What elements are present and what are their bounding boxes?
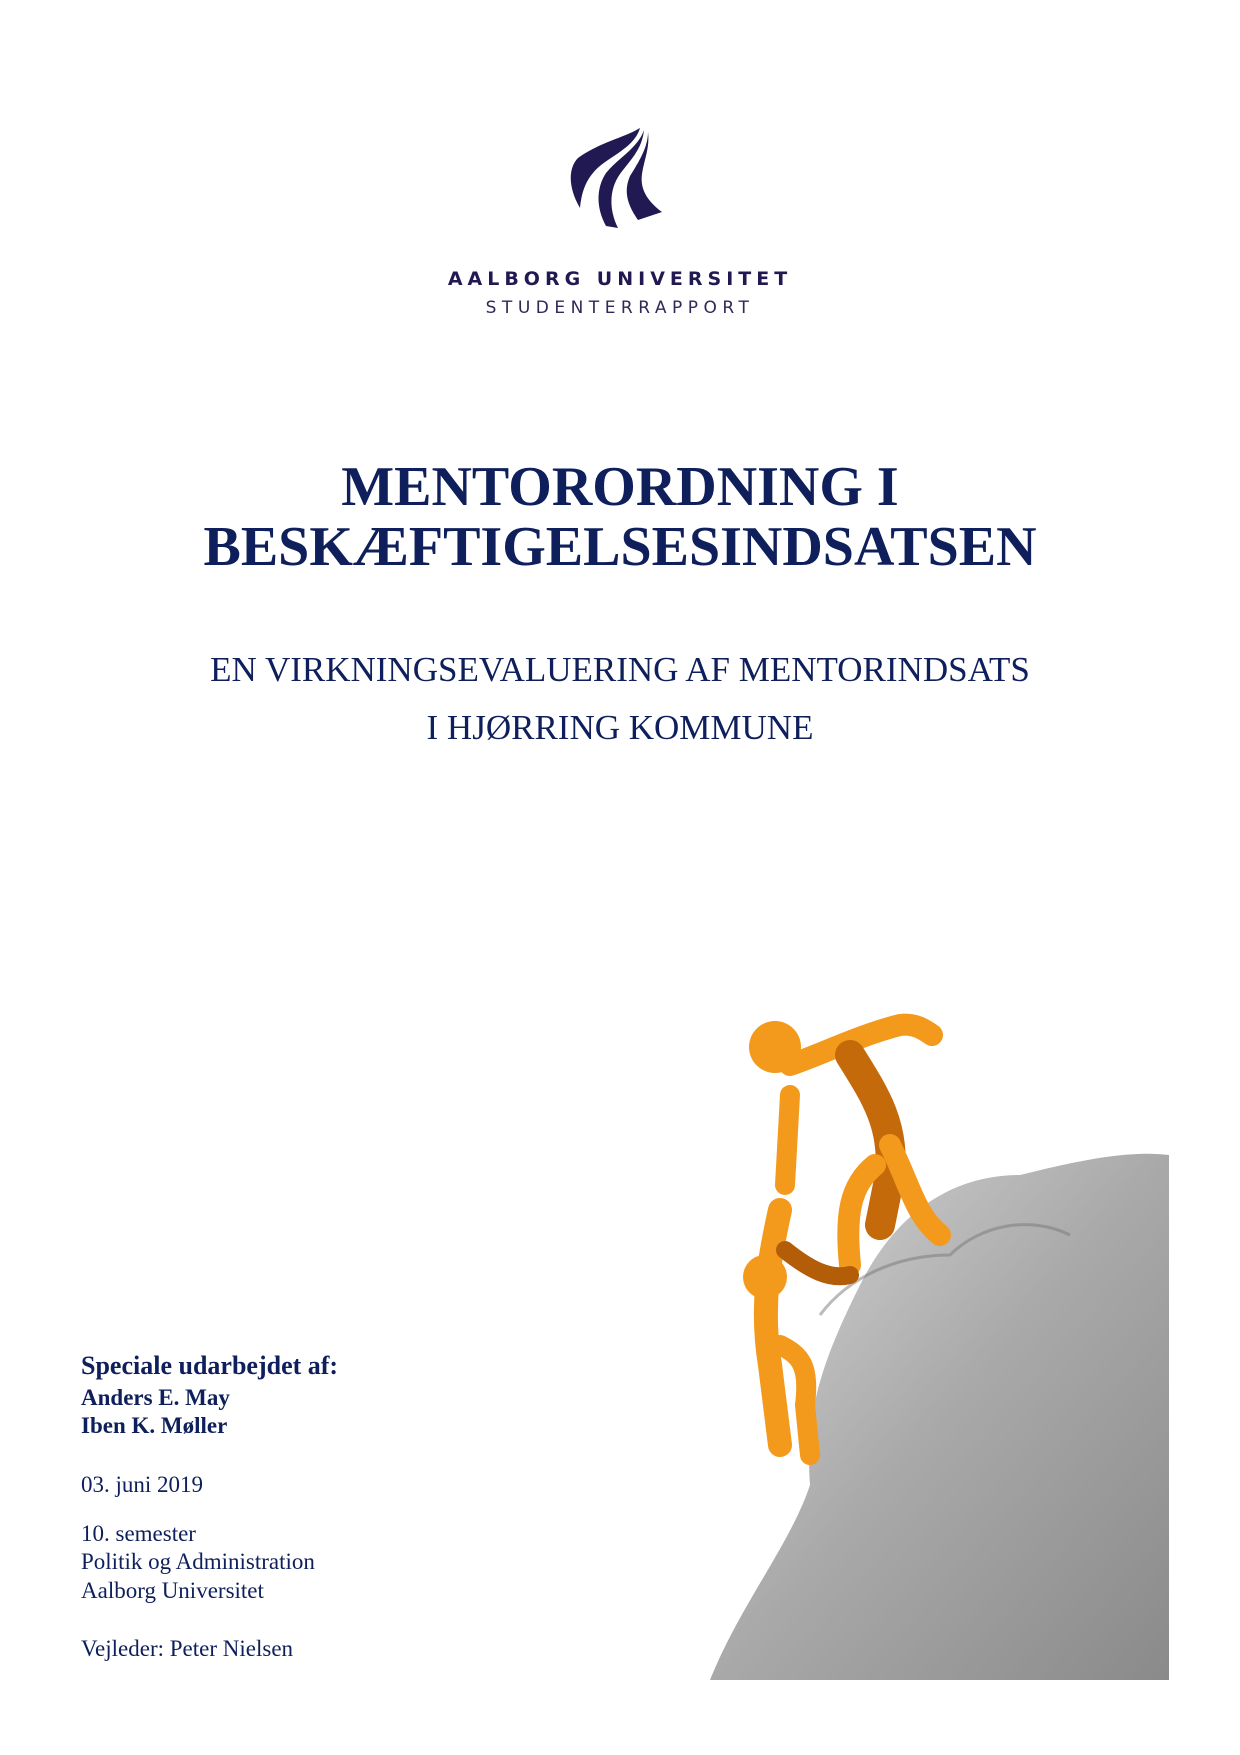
supervisor: Vejleder: Peter Nielsen [81, 1636, 294, 1661]
subtitle-line-1: EN VIRKNINGSEVALUERING AF MENTORINDSATS [210, 650, 1030, 689]
subtitle-line-2: I HJØRRING KOMMUNE [426, 708, 814, 747]
university: Aalborg Universitet [81, 1578, 264, 1603]
authors-heading: Speciale udarbejdet af: [81, 1351, 339, 1380]
university-name: AALBORG UNIVERSITET [447, 268, 793, 290]
title-line-2: BESKÆFTIGELSESINDSATSEN [203, 516, 1037, 578]
author-name: Iben K. Møller [81, 1413, 228, 1438]
date: 03. juni 2019 [81, 1472, 204, 1497]
climbing-figures-illustration [700, 985, 1180, 1685]
author-name: Anders E. May [81, 1385, 230, 1410]
semester: 10. semester [81, 1521, 196, 1546]
aau-logo-icon [568, 128, 678, 238]
title-line-1: MENTORORDNING I [341, 456, 899, 518]
report-type: STUDENTERRAPPORT [485, 298, 755, 318]
field-of-study: Politik og Administration [81, 1549, 315, 1574]
